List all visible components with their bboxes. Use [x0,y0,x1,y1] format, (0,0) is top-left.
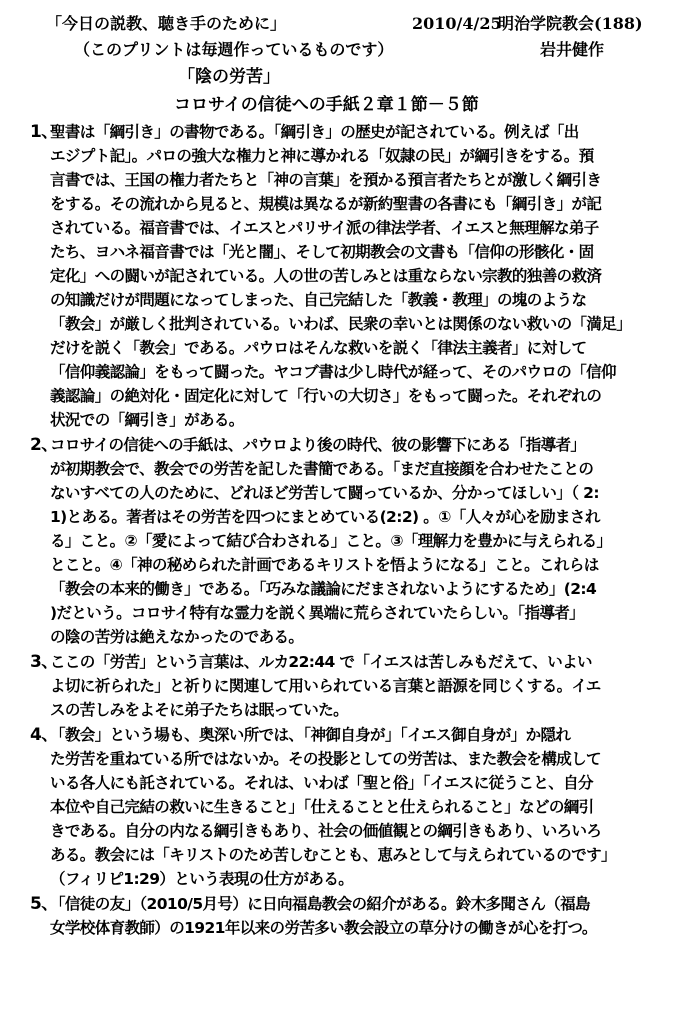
paragraph-line: 義認論」の絶対化・固定化に対して「行いの大切さ」をもって闘った。それぞれの [50,387,602,405]
paragraph-line: 「教会」が厳しく批判されている。いわば、民衆の幸いとは関係のない救いの「満足」 [50,315,632,333]
paragraph-line: 言書では、王国の権力者たちと「神の言葉」を預かる預言者たちとが激しく綱引き [50,171,602,189]
paragraph-line: 1)とある。著者はその労苦を四つにまとめている(2:2) 。①「人々が心を励まされ [50,508,600,526]
paragraph [30,892,674,940]
paragraph-line: )だという。コロサイ特有な霊力を説く異端に荒らされていたらしい。「指導者」 [50,604,585,622]
paragraph-line: スの苦しみをよそに弟子たちは眠っていた。 [50,701,349,719]
paragraph-line: ある。教会には「キリストのため苦しむことも、恵みとして与えられているのです」 [50,846,616,864]
paragraph-line: る」こと。②「愛によって結び合わされる」こと。③「理解力を豊かに与えられる」 [50,532,612,550]
paragraph-line: とこと。④「神の秘められた計画であるキリストを悟ようになる」こと。これらは [50,556,599,574]
paragraph [30,433,674,649]
header-series-title: 「今日の説教、聴き手のために」 [46,14,287,33]
paragraph-line: の知識だけが問題になってしまった、自己完結した「教義・教理」の塊のような [50,291,587,309]
paragraph-line: の陰の苦労は絶えなかったのである。 [50,628,304,646]
paragraph-line: きである。自分の内なる綱引きもあり、社会の価値観との綱引きもあり、いろいろ [50,822,602,840]
paragraph [30,723,674,891]
paragraph-line: されている。福音書では、イエスとパリサイ派の律法学者、イエスと無理解な弟子 [50,219,599,237]
paragraph-line: 状況での「綱引き」がある。 [50,411,244,429]
paragraph [30,650,674,722]
paragraph-line: た労苦を重ねている所ではないか。その投影としての労苦は、また教会を構成して [50,750,601,768]
paragraph-line: 聖書は「綱引き」の書物である。「綱引き」の歴史が記されている。例えば「出 [50,123,579,141]
header-date: 2010/4/25 [412,14,502,33]
paragraph-line: （フィリピ1:29）という表現の仕方がある。 [50,870,354,888]
paragraph-line: コロサイの信徒への手紙は、パウロより後の時代、彼の影響下にある「指導者」 [50,436,586,454]
paragraph-number: 4、 [30,725,58,745]
paragraph-line: ないすべての人のために、どれほど労苦して闘っているか、分かってほしい」（ 2: [50,484,599,502]
paragraph-line: 「教会」という場も、奥深い所では、「神御自身が」「イエス御自身が」か隠れ [50,726,571,744]
header-church: 明治学院教会(188) [498,14,643,33]
paragraph-line: 「信徒の友」（2010/5月号）に日向福島教会の紹介がある。鈴木多聞さん（福島 [50,895,590,913]
paragraph-number: 1、 [30,122,58,142]
paragraph-line: エジプト記」。パロの強大な権力と神に導かれる「奴隷の民」が綱引きをする。預 [50,147,594,165]
paragraph [30,120,674,432]
paragraph-line: ここの「労苦」という言葉は、ルカ22:44 で「イエスは苦しみもだえて、いよい [50,653,592,671]
paragraph-line: たち、ヨハネ福音書では「光と闇」、そして初期教会の文書も「信仰の形骸化・固 [50,243,594,261]
paragraph-line: よ切に祈られた」と祈りに関連して用いられている言葉と語源を同じくする。イエ [50,677,601,695]
paragraph-line: いる各人にも託されている。それは、いわば「聖と俗」「イエスに従うこと、自分 [50,774,593,792]
paragraph-line: 定化」への闘いが記されている。人の世の苦しみとは重ならない宗教的独善の救済 [50,267,602,285]
scripture-reference: コロサイの信徒への手紙２章１節－５節 [174,95,479,115]
paragraph-number: 2、 [30,435,58,455]
paragraph-line: 女学校体育教師）の1921年以来の労苦多い教会設立の草分けの働きが心を打つ。 [50,919,597,937]
paragraph-line: 「教会の本来的働き」である。「巧みな議論にだまされないようにするため」(2:4 [50,580,597,598]
paragraph-number: 3、 [30,652,58,672]
sermon-body [30,120,674,941]
header-author: 岩井健作 [540,40,605,59]
header-note: （このプリントは毎週作っているものです） [74,40,394,59]
paragraph-line: 本位や自己完結の救いに生きること」「仕えることと仕えられること」などの綱引 [50,798,594,816]
paragraph-number: 5、 [30,894,58,914]
paragraph-line: が初期教会で、教会での労苦を記した書簡である。「まだ直接顔を合わせたことの [50,460,594,478]
paragraph-line: をする。その流れから見ると、規模は異なるが新約聖書の各書にも「綱引き」が記 [50,195,602,213]
sermon-title: 「陰の労苦」 [178,67,280,87]
paragraph-line: 「信仰義認論」をもって闘った。ヤコブ書は少し時代が経って、そのパウロの「信仰 [50,363,616,381]
paragraph-line: だけを説く「教会」である。パウロはそんな救いを説く「律法主義者」に対して [50,339,587,357]
